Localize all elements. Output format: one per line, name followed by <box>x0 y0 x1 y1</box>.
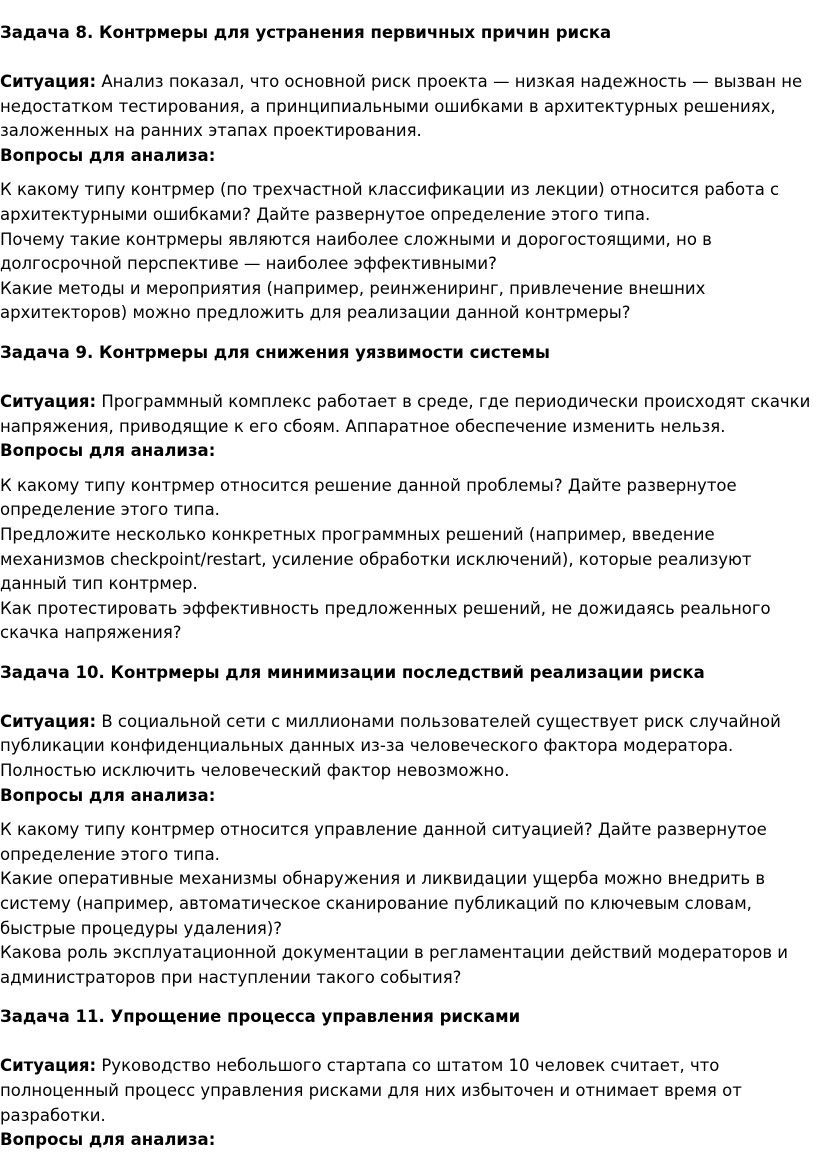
question-item: Какие методы и мероприятия (например, реинжениринг, привлечение внешних архитекторов) можно предложить для реализации данной контрмеры? <box>0 278 706 323</box>
question-item: Предложите несколько конкретных программных решений (например, введение механизмов checkpoint/restart, усиление обработки исключений), которые реализуют данный тип контрмер. <box>0 524 752 594</box>
questions-label: Вопросы для анализа: <box>0 1130 216 1150</box>
question-item: К какому типу контрмер (по трехчастной классификации из лекции) относится работа с архитектурными ошибками? Дайте развернутое определение этого типа. <box>0 180 780 224</box>
question-item: Какие оперативные механизмы обнаружения и ликвидации ущерба можно внедрить в систему (например, автоматическое сканирование публикаций по ключевым словам, быстрые процедуры удаления)? <box>0 869 766 938</box>
task-11 <box>0 1004 816 1152</box>
questions-label: Вопросы для анализа: <box>0 785 216 805</box>
questions-label: Вопросы для анализа: <box>0 441 216 461</box>
situation-paragraph <box>0 710 816 784</box>
situation-label: Ситуация: <box>0 72 97 91</box>
question-item: Почему такие контрмеры являются наиболее сложными и дорогостоящими, но в долгосрочной перспективе — наиболее эффективными? <box>0 229 712 274</box>
question-item: К какому типу контрмер относится управление данной ситуацией? Дайте развернутое определение этого типа. <box>0 820 767 864</box>
situation-paragraph <box>0 1054 816 1128</box>
situation-label: Ситуация: <box>0 1056 97 1076</box>
situation-label: Ситуация: <box>0 711 97 731</box>
spacer <box>0 990 816 1004</box>
situation-paragraph <box>0 390 816 439</box>
task-title: Задача 11. Упрощение процесса управления рисками <box>0 1007 521 1027</box>
task-title: Задача 9. Контрмеры для снижения уязвимости системы <box>0 342 550 362</box>
situation-label: Ситуация: <box>0 391 97 411</box>
question-item: Какова роль эксплуатационной документации в регламентации действий модераторов и администраторов при наступлении такого события? <box>0 943 789 987</box>
task-title: Задача 10. Контрмеры для минимизации последствий реализации риска <box>0 662 705 682</box>
situation-text: Руководство небольшого стартапа со штатом 10 человек считает, что полноценный процесс управления рисками для них избыточен и отнимает время от разработки. <box>0 1056 742 1125</box>
question-item: К какому типу контрмер относится решение данной проблемы? Дайте развернутое определение этого типа. <box>0 475 737 520</box>
questions-label: Вопросы для анализа: <box>0 145 216 165</box>
task-title: Задача 8. Контрмеры для устранения первичных причин риска <box>0 23 612 42</box>
spacer <box>0 326 816 340</box>
task-8 <box>0 20 816 340</box>
situation-text: Программный комплекс работает в среде, где периодически происходят скачки напряжения, приводящие к его сбоям. Аппаратное обеспечение изменить нельзя. <box>0 391 811 436</box>
question-item: Как протестировать эффективность предложенных решений, не дожидаясь реального скачка напряжения? <box>0 598 771 643</box>
situation-text: Анализ показал, что основной риск проекта — низкая надежность — вызван не недостатком тестирования, а принципиальными ошибками в архитектурных решениях, заложенных на ранних этапах проектирования. <box>0 72 803 141</box>
task-10 <box>0 660 816 1005</box>
spacer <box>0 646 816 660</box>
situation-paragraph <box>0 70 816 144</box>
task-9 <box>0 340 816 660</box>
situation-text: В социальной сети с миллионами пользователей существует риск случайной публикации конфиденциальных данных из-за человеческого фактора модератора. Полностью исключить человеческий фактор невозможно. <box>0 711 781 781</box>
